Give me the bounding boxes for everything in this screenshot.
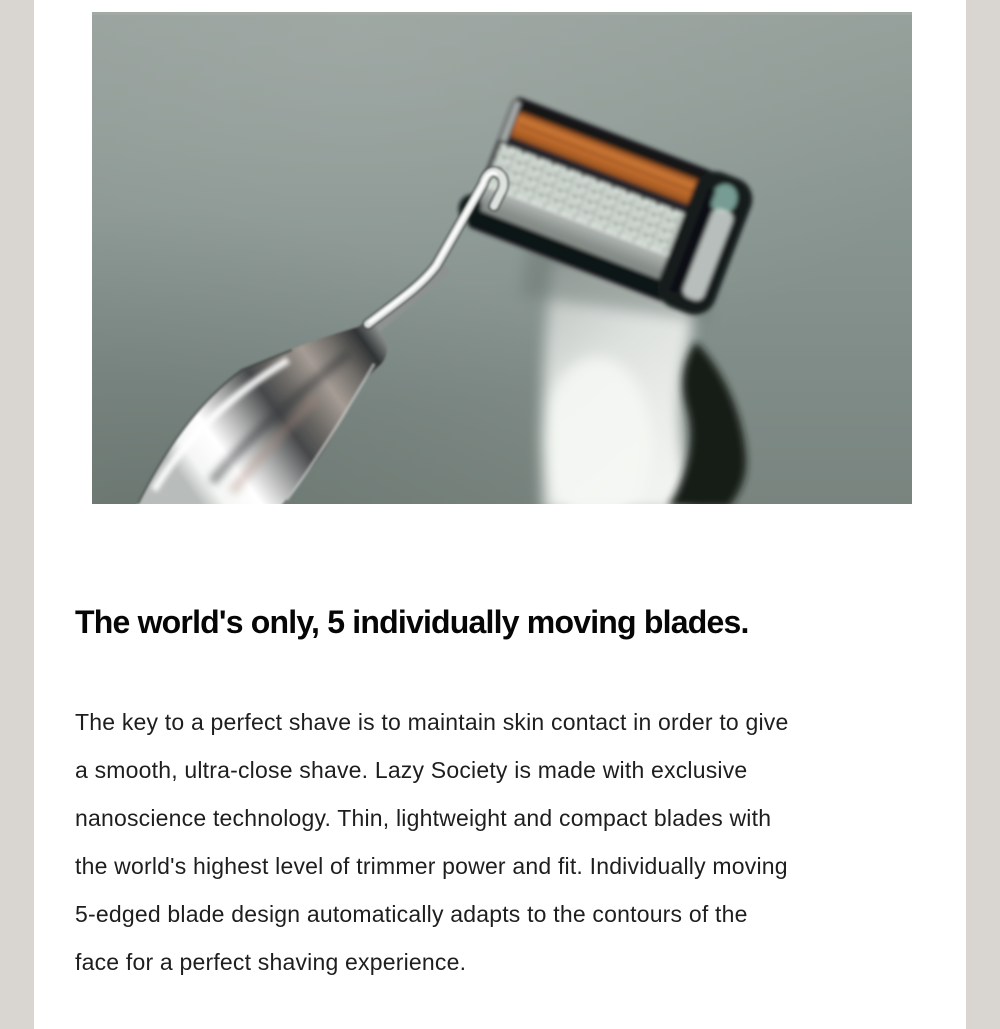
body-line-3: nanoscience technology. Thin, lightweight and compact blades with [75, 805, 772, 831]
body-line-4: the world's highest level of trimmer power and fit. Individually moving [75, 853, 788, 879]
body-line-5: 5-edged blade design automatically adapts to the contours of the [75, 901, 748, 927]
razor-photo-illustration [92, 12, 912, 504]
content-column [34, 0, 966, 1029]
body-line-1: The key to a perfect shave is to maintain skin contact in order to give [75, 709, 789, 735]
body-paragraph [75, 698, 946, 986]
body-line-6: face for a perfect shaving experience. [75, 949, 467, 975]
body-line-2: a smooth, ultra-close shave. Lazy Society is made with exclusive [75, 757, 748, 783]
headline: The world's only, 5 individually moving blades. [75, 604, 749, 640]
product-photo [92, 12, 912, 504]
